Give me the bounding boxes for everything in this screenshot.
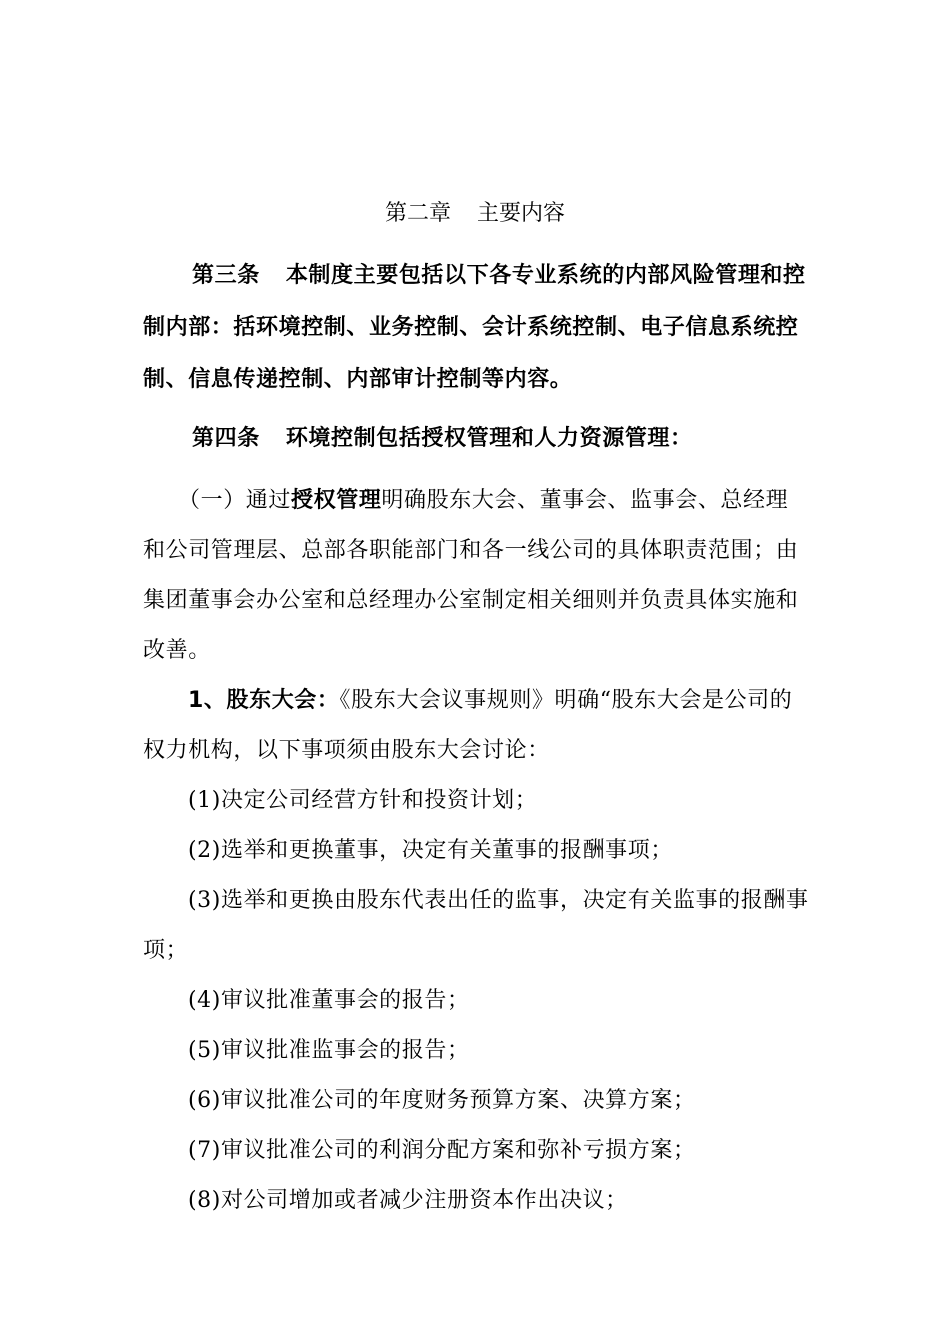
chapter-title: 主要内容 — [477, 201, 566, 226]
duty-item-6: (6)审议批准公司的年度财务预算方案、决算方案； — [188, 1088, 696, 1113]
article-4-line — [192, 424, 693, 454]
chapter-heading — [0, 199, 950, 229]
duty-item-8: (8)对公司增加或者减少注册资本作出决议； — [188, 1188, 628, 1213]
item-1-label: 1、股东大会： — [188, 688, 340, 713]
section-1-line-2: 和公司管理层、总部各职能部门和各一线公司的具体职责范围；由 — [143, 538, 799, 563]
item-1-line-2: 权力机构，以下事项须由股东大会讨论： — [143, 738, 550, 763]
section-1-line-3: 集团董事会办公室和总经理办公室制定相关细则并负责具体实施和 — [143, 588, 799, 613]
section-1-line-4: 改善。 — [143, 638, 211, 663]
article-4-text: 环境控制包括授权管理和人力资源管理： — [285, 426, 693, 451]
chapter-number: 第二章 — [384, 201, 451, 226]
duty-item-5: (5)审议批准监事会的报告； — [188, 1038, 470, 1063]
duty-item-4: (4)审议批准董事会的报告； — [188, 988, 470, 1013]
item-1-text-1: 《股东大会议事规则》明确“股东大会是公司的 — [339, 688, 793, 713]
article-3-label: 第三条 — [192, 263, 260, 288]
article-4-label: 第四条 — [192, 426, 260, 451]
section-1-bold-term: 授权管理 — [291, 488, 382, 513]
section-1-text-1: 明确股东大会、董事会、监事会、总经理 — [381, 488, 789, 513]
article-3-text-1: 本制度主要包括以下各专业系统的内部风险管理和控 — [285, 263, 806, 288]
duty-item-3-continued: 项； — [143, 938, 189, 963]
duty-item-1: (1)决定公司经营方针和投资计划； — [188, 788, 538, 813]
item-1-line-1 — [188, 686, 792, 716]
section-1-line-1 — [178, 486, 788, 516]
article-3-line-3: 制、信息传递控制、内部审计控制等内容。 — [143, 367, 573, 392]
section-1-prefix: （一）通过 — [178, 488, 292, 513]
article-3-line-2: 制内部：括环境控制、业务控制、会计系统控制、电子信息系统控 — [143, 315, 799, 340]
duty-item-7: (7)审议批准公司的利润分配方案和弥补亏损方案； — [188, 1138, 696, 1163]
duty-item-3: (3)选举和更换由股东代表出任的监事，决定有关监事的报酬事 — [188, 888, 809, 913]
article-3-line-1 — [192, 261, 806, 291]
duty-item-2: (2)选举和更换董事，决定有关董事的报酬事项； — [188, 838, 673, 863]
